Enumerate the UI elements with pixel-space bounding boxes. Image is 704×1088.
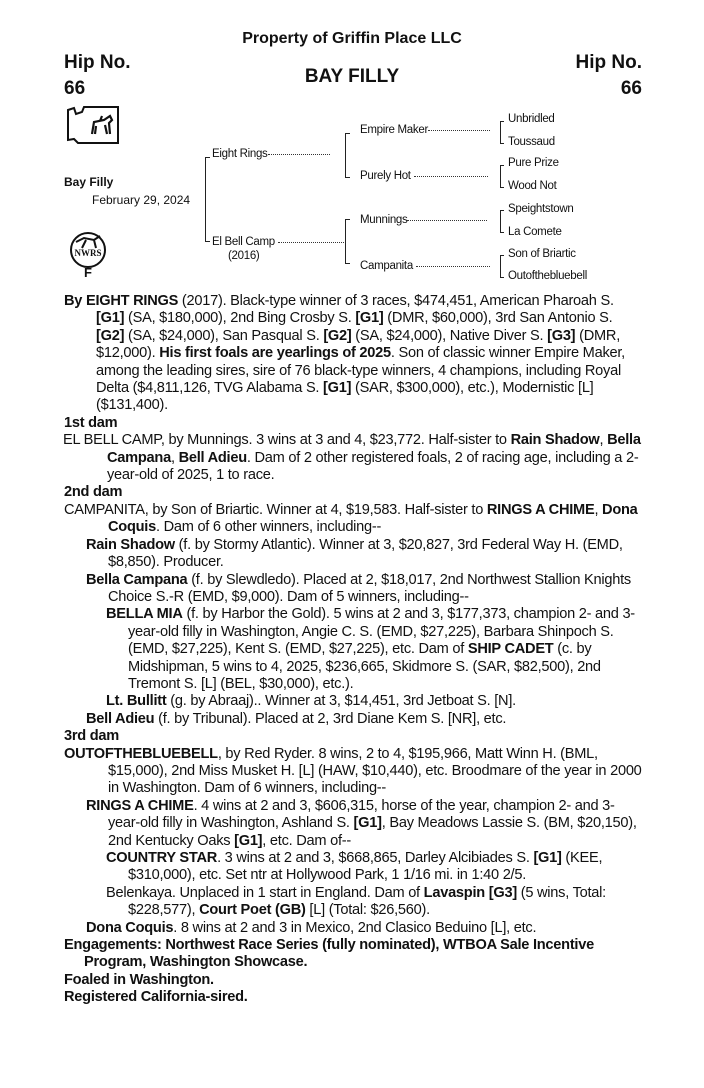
produce-dona-coquis: Dona Coquis. 8 wins at 2 and 3 in Mexico, 2nd Clasico Beduino [L], etc. xyxy=(86,919,537,936)
third-dam-paragraph: OUTOFTHEBLUEBELL, by Red Ryder. 8 wins, 2 to 4, $195,966, Matt Winn H. (BML, $15,000), 2nd Miss Musket H. [L] (HAW, $10,440), etc. Broodmare of the year in 2000 in Washington. Dam of 6 winners, including-- xyxy=(64,745,642,797)
pedigree-g3-item: Son of Briartic xyxy=(508,248,576,260)
second-dam-heading: 2nd dam xyxy=(64,484,123,501)
dam-name: El Bell Camp xyxy=(212,236,344,248)
hip-value: 66 xyxy=(64,78,86,99)
engagements: Engagements: Northwest Race Series (fully nominated), WTBOA Sale Incentive Program, Washington Showcase. xyxy=(64,937,594,971)
nwrs-letter: F xyxy=(84,265,92,280)
owner-line: Property of Griffin Place LLC xyxy=(242,30,462,47)
page-title: BAY FILLY xyxy=(304,66,400,87)
produce-rain-shadow: Rain Shadow (f. by Stormy Atlantic). Winner at 3, $20,827, 3rd Federal Way H. (EMD, $8,850). Producer. xyxy=(86,536,623,571)
catalogue-text xyxy=(64,293,642,1007)
produce-bella-campana: Bella Campana (f. by Slewdledo). Placed at 2, $18,017, 2nd Northwest Stallion Knights Choice S.-R (EMD, $9,000). Dam of 5 winners, including-- xyxy=(86,571,631,605)
pedigree-g3-item: Pure Prize xyxy=(508,157,559,169)
dam-sire-name: Munnings xyxy=(360,214,487,226)
pedigree-g3-item: Outofthebluebell xyxy=(508,270,587,282)
pedigree-g3-item: Toussaud xyxy=(508,136,555,148)
sire-sire-name: Empire Maker xyxy=(360,124,490,136)
hip-label: Hip No. xyxy=(575,52,642,73)
dam-year: (2016) xyxy=(228,250,260,262)
produce-lt-bullitt: Lt. Bullitt (g. by Abraaj).. Winner at 3, $14,451, 3rd Jetboat S. [N]. xyxy=(106,693,516,710)
produce-belenkaya: Belenkaya. Unplaced in 1 start in England. Dam of Lavaspin [G3] (5 wins, Total: $228,577), Court Poet (GB) [L] (Total: $26,560). xyxy=(106,884,606,919)
sire-dam-name: Purely Hot xyxy=(360,170,488,182)
pedigree-g3-item: Speightstown xyxy=(508,203,574,215)
horse-description: Bay Filly xyxy=(64,175,114,189)
pedigree-chart xyxy=(0,0,704,290)
produce-country-star: COUNTRY STAR. 3 wins at 2 and 3, $668,865, Darley Alcibiades S. [G1] (KEE, $310,000), etc. Set ntr at Hollywood Park, 1 1/16 mi. in 1:40 2/5. xyxy=(106,850,603,884)
dam-dam-name: Campanita xyxy=(360,260,490,272)
hip-label: Hip No. xyxy=(64,52,131,73)
foaled-in: Foaled in Washington. xyxy=(64,971,214,988)
sire-paragraph: By EIGHT RINGS (2017). Black-type winner of 3 races, $474,451, American Pharoah S. [G1] (SA, $180,000), 2nd Bing Crosby S. [G1] (DMR, $60,000), 3rd San Antonio S. [G2] (SA, $24,000), San Pasqual S. [G2] (SA, $24,000), Native Diver S. [G3] (DMR, $12,000). His first foals are yearlings of 2025. Son of classic winner Empire Maker, among the leading sires, sire of 76 black-type winners, 4 champions, including Royal Delta ($4,811,126, TVG Alabama S. [G1] (SAR, $300,000), etc.), Modernistic [L] ($131,400). xyxy=(64,293,625,414)
first-dam-paragraph: EL BELL CAMP, by Munnings. 3 wins at 3 and 4, $23,772. Half-sister to Rain Shadow, Bella Campana, Bell Adieu. Dam of 2 other registered foals, 2 of racing age, including a 2-year-old of 2025, 1 to race. xyxy=(63,432,641,484)
pedigree-g3-item: Unbridled xyxy=(508,113,555,125)
sire-name: Eight Rings xyxy=(212,148,330,160)
hip-value: 66 xyxy=(620,78,642,99)
pedigree-g3-item: Wood Not xyxy=(508,180,557,192)
nwrs-text: NWRS xyxy=(74,248,102,258)
third-dam-heading: 3rd dam xyxy=(64,728,120,745)
pedigree-g3-item: La Comete xyxy=(508,226,562,238)
produce-bella-mia: BELLA MIA (f. by Harbor the Gold). 5 wins at 2 and 3, $177,373, champion 2- and 3-year-old filly in Washington, Angie C. S. (EMD, $27,225), Barbara Shinpoch S. (EMD, $27,225), Kent S. (EMD, $27,225), etc. Dam of SHIP CADET (c. by Midshipman, 5 wins to 4, 2025, $236,665, Skidmore S. (SAR, $82,500), 2nd Tremont S. [L] (BEL, $30,000), etc.). xyxy=(106,606,635,692)
second-dam-paragraph: CAMPANITA, by Son of Briartic. Winner at 4, $19,583. Half-sister to RINGS A CHIME, Dona Coquis. Dam of 6 other winners, including-- xyxy=(64,501,638,536)
produce-bell-adieu: Bell Adieu (f. by Tribunal). Placed at 2, 3rd Diane Kem S. [NR], etc. xyxy=(86,710,507,727)
first-dam-heading: 1st dam xyxy=(64,414,118,431)
produce-rings-a-chime: RINGS A CHIME. 4 wins at 2 and 3, $606,315, horse of the year, champion 2- and 3-year-old filly in Washington, Ashland S. [G1], Bay Meadows Lassie S. (BM, $20,150), 2nd Kentucky Oaks [G1], etc. Dam of-- xyxy=(86,797,637,849)
foaled-date: February 29, 2024 xyxy=(92,193,191,207)
registered: Registered California-sired. xyxy=(64,989,248,1006)
